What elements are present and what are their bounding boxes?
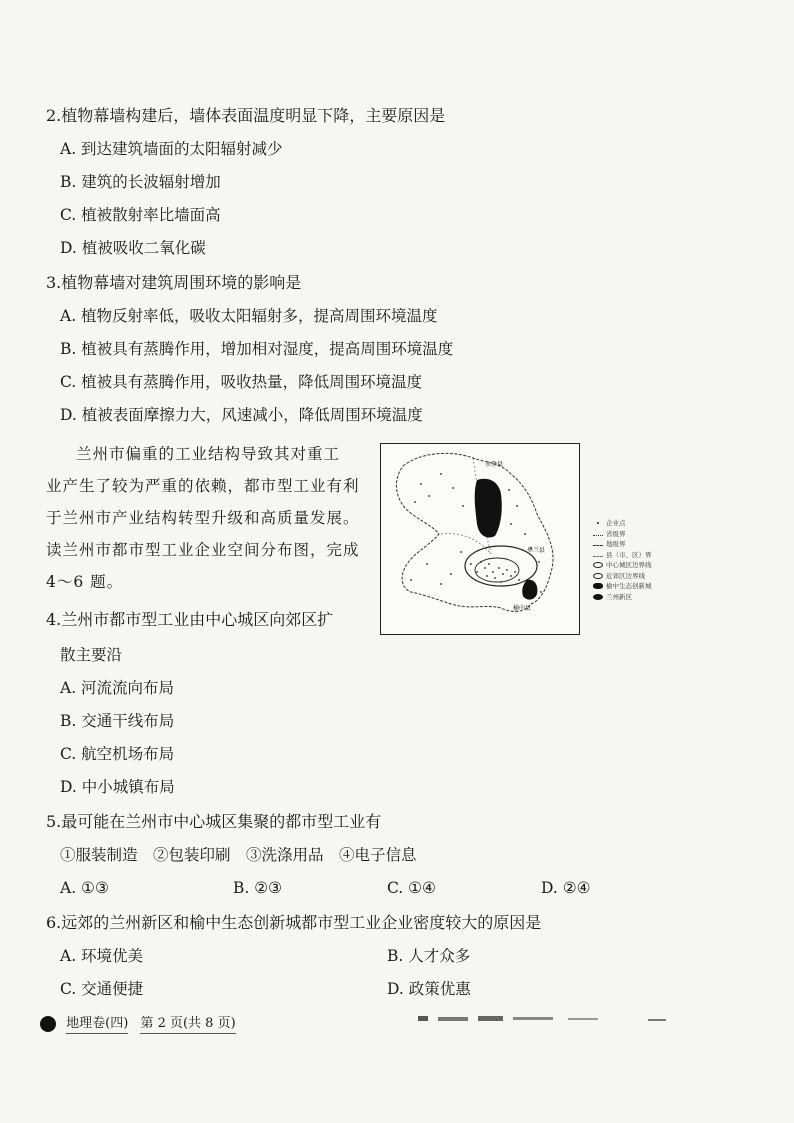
question-4-option-b: B. 交通干线布局 [60,712,175,730]
map-label-yongdeng: 永登县 [485,462,504,468]
question-5-items: ①服装制造 ②包装印刷 ③洗涤用品 ④电子信息 [60,846,417,864]
legend-item [593,560,652,571]
ellipse-thin-icon [593,573,603,579]
question-2-stem: 2.植物幕墙构建后，墙体表面温度明显下降，主要原因是 [46,106,446,125]
question-6-option-b: B. 人才众多 [387,947,471,965]
map-legend [593,518,652,602]
question-6-option-c: C. 交通便捷 [60,980,144,998]
map-drawing [381,444,579,634]
question-2-option-c: C. 植被散射率比墙面高 [60,206,221,224]
question-2-option-a: A. 到达建筑墙面的太阳辐射减少 [60,140,283,158]
footer-subject: 地理卷(四) [66,1016,128,1034]
lanzhou-industry-map [380,443,580,635]
question-4-option-c: C. 航空机场布局 [60,745,175,763]
question-5-option-d: D. ②④ [541,879,591,897]
scan-artifact [418,1013,668,1025]
dot-icon [593,520,603,526]
footer-page-number: 第 2 页(共 8 页) [140,1016,235,1034]
question-2-option-b: B. 建筑的长波辐射增加 [60,173,221,191]
legend-label: 省级界 [606,529,626,538]
legend-item [593,539,652,550]
dotted-line-icon [593,535,603,536]
question-4-option-a: A. 河流流向布局 [60,679,175,697]
legend-label: 中心城区边界线 [606,561,652,569]
legend-item [593,529,652,540]
question-3-option-a: A. 植物反射率低，吸收太阳辐射多，提高周围环境温度 [60,307,438,325]
legend-item [593,571,652,582]
legend-label: 地级界 [606,540,626,548]
passage-line: 业产生了较为严重的依赖，都市型工业有利 [46,477,360,495]
legend-label: 兰州新区 [606,592,632,601]
question-5-option-a: A. ①③ [60,879,109,897]
yuzhong-eco-city [522,580,537,600]
question-5-option-c: C. ①④ [387,879,436,897]
question-4-stem: 4.兰州市都市型工业由中心城区向郊区扩 [46,610,334,629]
passage-line: 读兰州市都市型工业企业空间分布图，完成 [46,541,360,559]
question-5-option-b: B. ②③ [233,879,283,897]
legend-item [593,518,652,529]
page-footer [40,1012,236,1032]
legend-item [593,581,652,592]
passage-line: 兰州市偏重的工业结构导致其对重工 [76,445,341,463]
reading-passage [46,438,366,598]
legend-label: 近郊区边界线 [606,571,645,580]
question-3-stem: 3.植物幕墙对建筑周围环境的影响是 [46,273,302,292]
question-3-option-b: B. 植被具有蒸腾作用，增加相对湿度，提高周围环境温度 [60,340,454,358]
footer-circle-icon [40,1016,56,1032]
map-label-yuzhong: 榆中县 [513,606,532,612]
lanzhou-new-district [475,479,502,538]
legend-item [593,550,652,561]
question-2-option-d: D. 植被吸收二氧化碳 [60,239,206,257]
legend-label: 县（市、区）界 [606,550,652,559]
question-6-option-a: A. 环境优美 [60,947,144,965]
question-3-option-d: D. 植被表面摩擦力大，风速减小，降低周围环境温度 [60,406,423,424]
county-boundary [441,534,491,554]
ellipse-thick-icon [593,562,603,568]
question-3-option-c: C. 植被具有蒸腾作用，吸收热量，降低周围环境温度 [60,373,423,391]
dashed-line-icon [593,545,603,546]
legend-label: 榆中生态创新城 [606,582,652,590]
black-blob-icon [593,594,603,600]
black-blob-icon [593,583,603,589]
map-label-gaolan: 皋兰县 [527,548,546,554]
question-5-stem: 5.最可能在兰州市中心城区集聚的都市型工业有 [46,812,382,831]
passage-line: 4～6 题。 [46,573,124,591]
legend-item [593,592,652,603]
question-4-stem-cont: 散主要沿 [60,646,123,664]
thin-dashed-line-icon [593,556,603,557]
question-6-option-d: D. 政策优惠 [387,980,471,998]
question-4-option-d: D. 中小城镇布局 [60,778,175,796]
question-6-stem: 6.远郊的兰州新区和榆中生态创新城都市型工业企业密度较大的原因是 [46,913,542,932]
passage-line: 于兰州市产业结构转型升级和高质量发展。 [46,509,360,527]
legend-label: 企业点 [606,519,626,527]
